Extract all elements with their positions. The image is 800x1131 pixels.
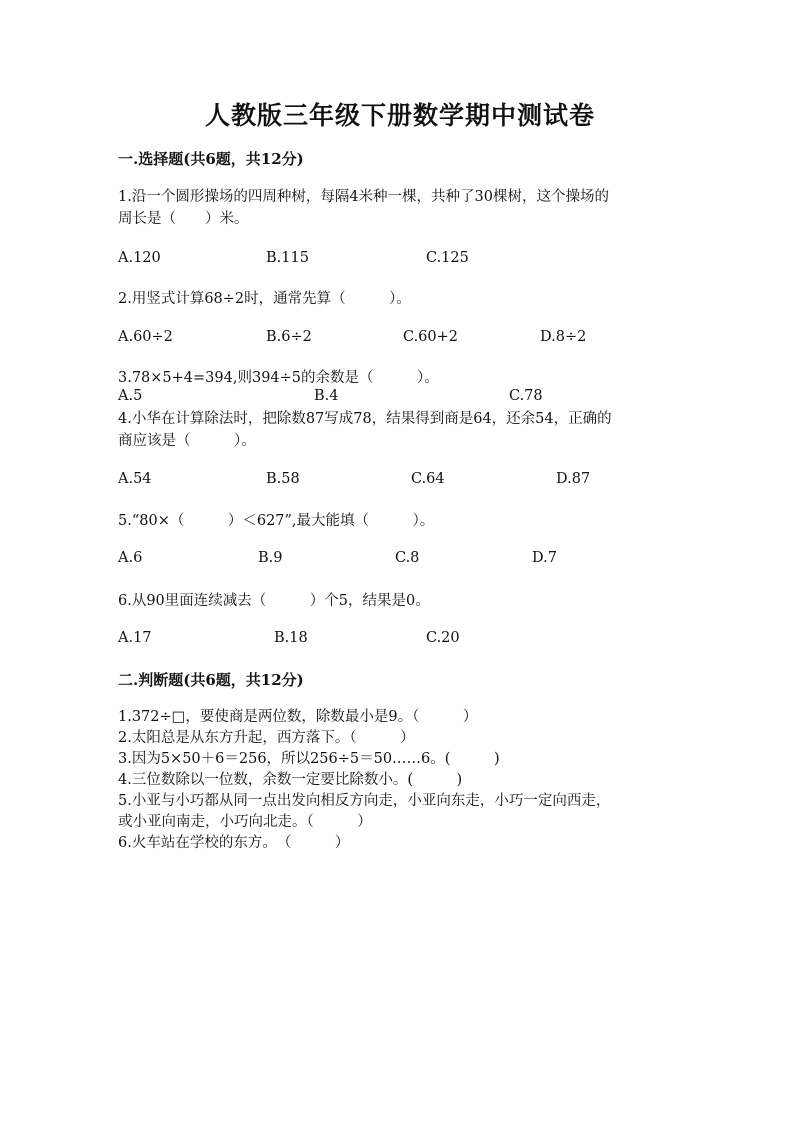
option-a: A.120 <box>118 250 161 266</box>
option-b: B.58 <box>266 471 300 487</box>
judgment-item: 或小亚向南走，小巧向北走。（ ） <box>118 814 372 830</box>
question-line: 4.小华在计算除法时，把除数87写成78，结果得到商是64，还余54，正确的 <box>118 411 612 427</box>
option-b: B.6÷2 <box>266 329 312 345</box>
option-b: B.18 <box>274 630 308 646</box>
question-line: 5.“80×（ ）＜627”,最大能填（ ）。 <box>118 513 435 529</box>
question-5 <box>118 510 434 532</box>
question-1 <box>118 186 609 230</box>
question-line: 6.从90里面连续减去（ ）个5，结果是0。 <box>118 593 430 609</box>
option-d: D.7 <box>532 550 557 566</box>
judgment-list <box>118 707 610 854</box>
option-c: C.20 <box>426 630 460 646</box>
page-title: 人教版三年级下册数学期中测试卷 <box>204 101 595 130</box>
judgment-item: 2.太阳总是从东方升起，西方落下。（ ） <box>118 730 415 746</box>
option-a: A.54 <box>118 471 152 487</box>
option-a: A.17 <box>118 630 152 646</box>
question-4 <box>118 408 612 452</box>
judgment-item: 5.小亚与小巧都从同一点出发向相反方向走，小亚向东走，小巧一定向西走， <box>118 793 611 809</box>
question-6 <box>118 590 430 612</box>
option-a: A.6 <box>118 550 143 566</box>
option-a: A.5 <box>118 388 143 404</box>
judgment-item: 6.火车站在学校的东方。 （ ） <box>118 835 350 851</box>
section-heading-judgment: 二.判断题(共6题，共12分) <box>118 671 304 689</box>
option-b: B.4 <box>314 388 339 404</box>
option-d: D.8÷2 <box>540 329 587 345</box>
question-line: 商应该是（ ）。 <box>118 433 256 449</box>
option-b: B.9 <box>258 550 283 566</box>
question-line: 2.用竖式计算68÷2时，通常先算（ ）。 <box>118 291 411 307</box>
option-c: C.64 <box>411 471 445 487</box>
option-c: C.78 <box>509 388 543 404</box>
question-line: 1.沿一个圆形操场的四周种树，每隔4米种一棵，共种了30棵树，这个操场的 <box>118 189 610 205</box>
judgment-item: 3.因为5×50＋6＝256，所以256÷5＝50……6。( ) <box>118 751 500 767</box>
option-c: C.125 <box>426 250 469 266</box>
section-heading-choice: 一.选择题(共6题，共12分) <box>118 150 304 168</box>
option-c: C.60+2 <box>403 329 459 345</box>
option-c: C.8 <box>395 550 420 566</box>
judgment-item: 4.三位数除以一位数，余数一定要比除数小。( ) <box>118 772 463 788</box>
question-3 <box>118 367 439 389</box>
option-b: B.115 <box>266 250 309 266</box>
option-d: D.87 <box>556 471 591 487</box>
option-a: A.60÷2 <box>118 329 173 345</box>
judgment-item: 1.372÷□，要使商是两位数，除数最小是9。（ ） <box>118 709 478 725</box>
question-2 <box>118 288 411 310</box>
question-line: 3.78×5+4=394,则394÷5的余数是（ ）。 <box>118 370 439 386</box>
question-line: 周长是（ ）米。 <box>118 211 249 227</box>
